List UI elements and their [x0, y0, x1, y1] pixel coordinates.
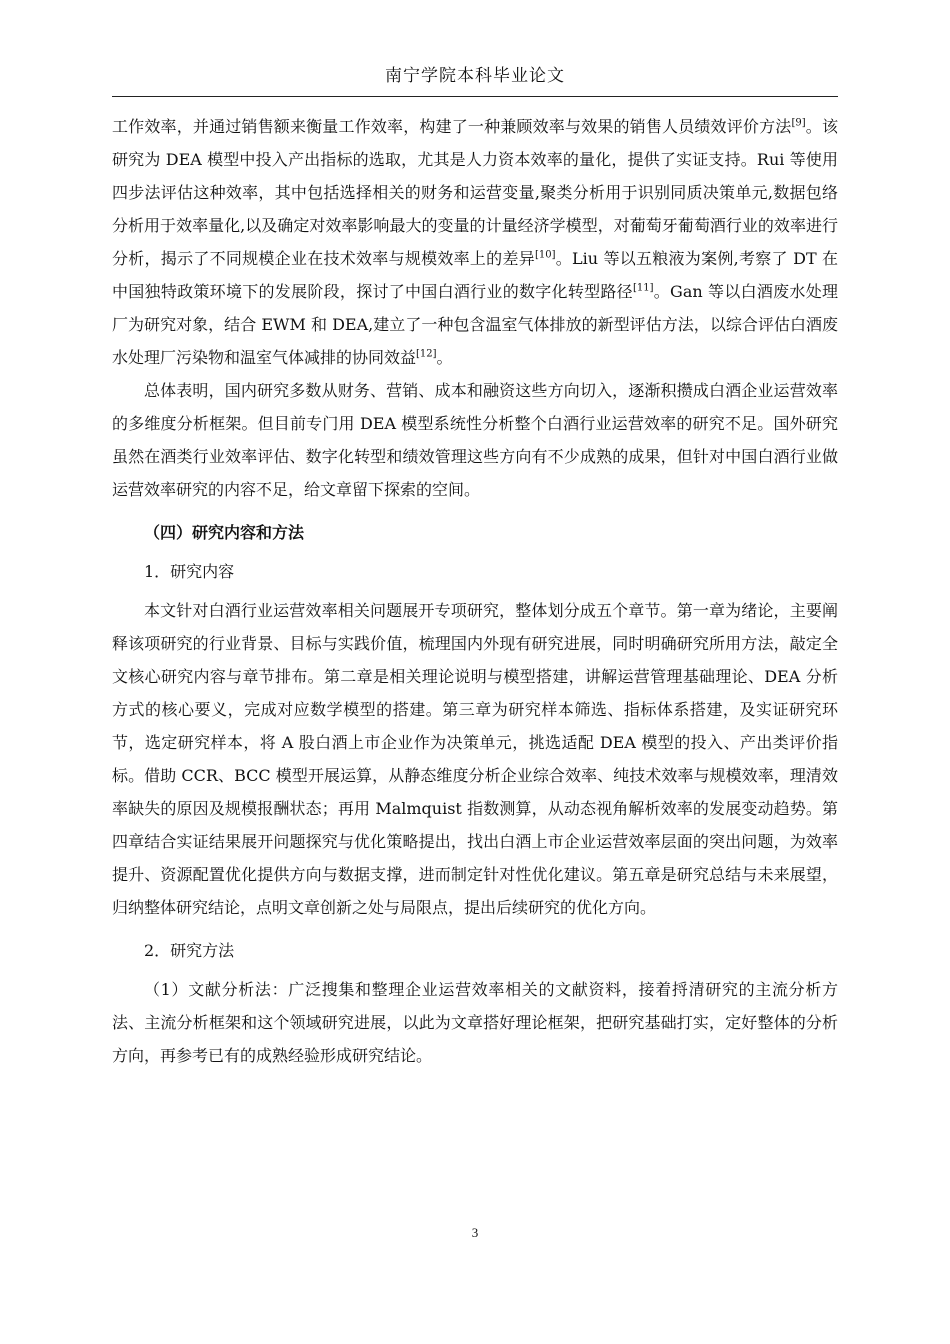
- citation-ref: [9]: [791, 117, 806, 129]
- citation-ref: [10]: [534, 249, 556, 261]
- citation-ref: [11]: [632, 282, 654, 294]
- paragraph-research-content: 本文针对白酒行业运营效率相关问题展开专项研究，整体划分成五个章节。第一章为绪论，主要阐释该项研究的行业背景、目标与实践价值，梳理国内外现有研究进展，同时明确研究所用方法，敲定全文核心研究内容与章节排布。第二章是相关理论说明与模型搭建，讲解运营管理基础理论、DEA 分析方式的核心要义，完成对应数学模型的搭建。第三章为研究样本筛选、指标体系搭建，及实证研究环节，选定研究样本，将 A 股白酒上市企业作为决策单元，挑选适配 DEA 模型的投入、产出类评价指标。借助 CCR、BCC 模型开展运算，从静态维度分析企业综合效率、纯技术效率与规模效率，理清效率缺失的原因及规模报酬状态；再用 Malmquist 指数测算，从动态视角解析效率的发展变动趋势。第四章结合实证结果展开问题探究与优化策略提出，找出白酒上市企业运营效率层面的突出问题，为效率提升、资源配置优化提供方向与数据支撑，进而制定针对性优化建议。第五章是研究总结与未来展望，归纳整体研究结论，点明文章创新之处与局限点，提出后续研究的优化方向。: [112, 601, 838, 917]
- paragraph-text: 工作效率，并通过销售额来衡量工作效率，构建了一种兼顾效率与效果的销售人员绩效评价方法: [112, 117, 792, 136]
- citation-ref: [12]: [416, 348, 437, 360]
- paragraph-text: 。Liu 等以五粮液为案例,考察了 DT 在中国独特政策环境下的发展阶段，探讨了中国白酒行业的数字化转型路径: [112, 249, 838, 301]
- paragraph-text: 。Gan 等以白酒废水处理厂为研究对象，结合 EWM 和 DEA,建立了一种包含温室气体排放的新型评估方法，以综合评估白酒废水处理厂污染物和温室气体减排的协同效益: [112, 282, 838, 367]
- header-title: 南宁学院本科毕业论文: [385, 66, 565, 86]
- subsection-heading-methods: 2．研究方法: [144, 941, 235, 960]
- paragraph-literature-method: （1）文献分析法：广泛搜集和整理企业运营效率相关的文献资料，接着捋清研究的主流分析方法、主流分析框架和这个领域研究进展，以此为文章搭好理论框架，把研究基础打实，定好整体的分析方向，再参考已有的成熟经验形成研究结论。: [112, 980, 838, 1065]
- page-number: 3: [471, 1225, 479, 1240]
- paragraph-text: 。: [436, 348, 453, 367]
- paragraph-literature-foreign: [112, 110, 838, 374]
- subsection-heading-content: 1．研究内容: [144, 562, 235, 581]
- paragraph-summary: 总体表明，国内研究多数从财务、营销、成本和融资这些方向切入，逐渐积攒成白酒企业运营效率的多维度分析框架。但目前专门用 DEA 模型系统性分析整个白酒行业运营效率的研究不足。国外研究虽然在酒类行业效率评估、数字化转型和绩效管理这些方向有不少成熟的成果，但针对中国白酒行业做运营效率研究的内容不足，给文章留下探索的空间。: [112, 381, 838, 499]
- page-body: [112, 110, 838, 1072]
- section-heading: （四）研究内容和方法: [144, 523, 305, 542]
- paragraph-text: 。该研究为 DEA 模型中投入产出指标的选取，尤其是人力资本效率的量化，提供了实证支持。Rui 等使用四步法评估这种效率，其中包括选择相关的财务和运营变量,聚类分析用于识别同质决策单元,数据包络分析用于效率量化,以及确定对效率影响最大的变量的计量经济学模型，对葡萄牙葡萄酒行业的效率进行分析，揭示了不同规模企业在技术效率与规模效率上的差异: [112, 117, 838, 268]
- running-header: [112, 62, 838, 97]
